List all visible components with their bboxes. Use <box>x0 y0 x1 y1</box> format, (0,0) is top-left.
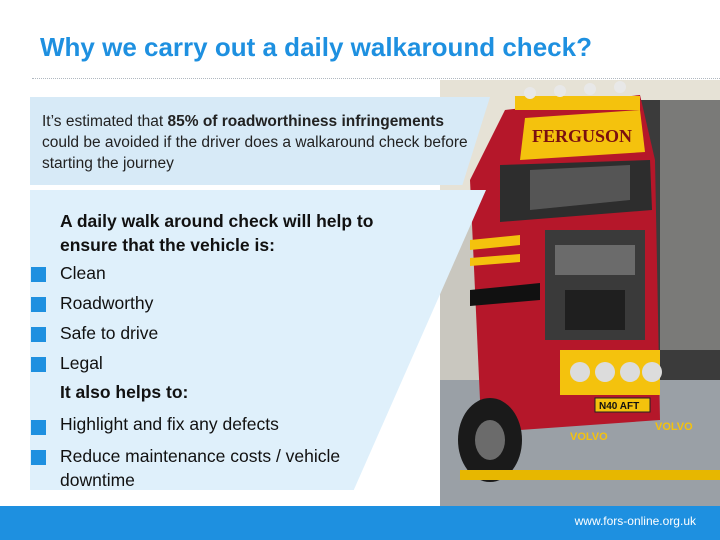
slide-title: Why we carry out a daily walkaround check? <box>40 32 592 62</box>
bullet-square-icon <box>31 297 46 312</box>
title-divider <box>32 78 720 79</box>
intro-text <box>42 111 482 174</box>
intro-pre: It’s estimated that <box>42 113 168 130</box>
intro-post: could be avoided if the driver does a walkaround check before starting the journey <box>42 134 468 172</box>
volvo-badge-left: VOLVO <box>570 431 608 443</box>
bullet-square-icon <box>31 450 46 465</box>
section1-heading: A daily walk around check will help to ensure that the vehicle is: <box>60 211 374 255</box>
bullet-square-icon <box>31 327 46 342</box>
section2-heading: It also helps to: <box>60 382 189 402</box>
cab-sign-text: FERGUSON <box>532 126 633 146</box>
intro-bold: 85% of roadworthiness infringements <box>167 113 444 130</box>
list-item-safe: Safe to drive <box>60 323 159 343</box>
list-item-highlight: Highlight and fix any defects <box>60 414 279 434</box>
footer-url[interactable]: www.fors-online.org.uk <box>574 514 696 528</box>
bullet-square-icon <box>31 357 46 372</box>
list-item-roadworthy: Roadworthy <box>60 293 154 313</box>
volvo-badge-right: VOLVO <box>655 421 693 433</box>
bullet-square-icon <box>31 267 46 282</box>
bullet-square-icon <box>31 420 46 435</box>
list-item-legal: Legal <box>60 353 103 373</box>
list-item-reduce: Reduce maintenance costs / vehicle downtime <box>60 446 341 490</box>
plate-text: N40 AFT <box>599 401 640 412</box>
list-item-clean: Clean <box>60 263 106 283</box>
